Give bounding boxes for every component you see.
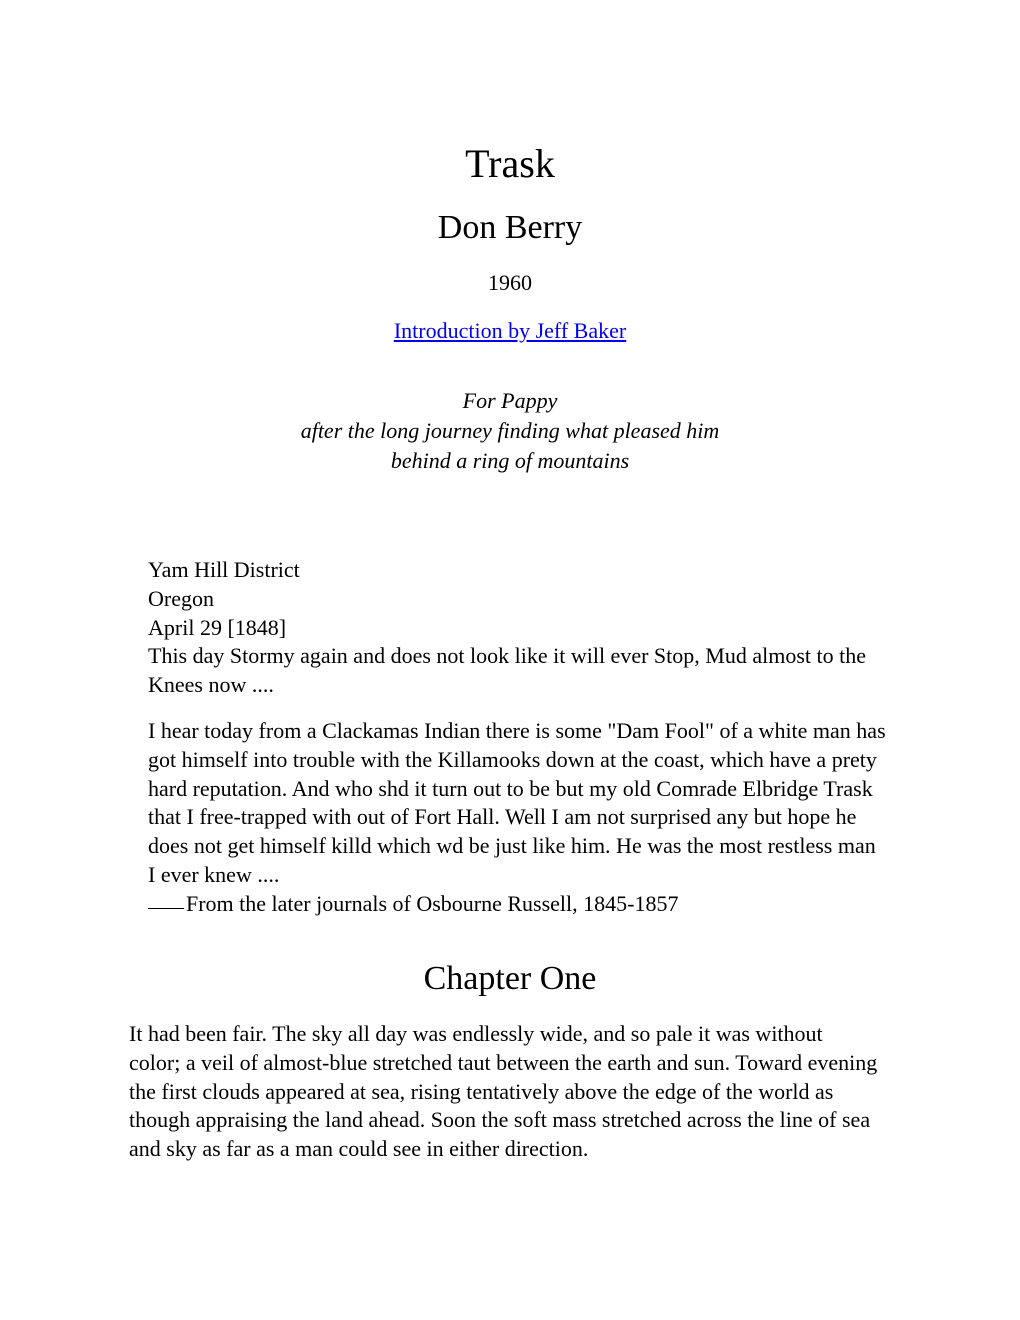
epigraph-attribution: [148, 890, 888, 919]
introduction-link[interactable]: Introduction by Jeff Baker: [393, 318, 627, 343]
epigraph-place: Yam Hill District: [148, 557, 300, 582]
chapter-heading: Chapter One: [423, 960, 597, 997]
epigraph-date: April 29 [1848]: [148, 614, 287, 640]
epigraph-region: Oregon: [148, 585, 214, 611]
dedication-line: behind a ring of mountains: [390, 448, 630, 473]
dedication-line: after the long journey finding what pleased him: [300, 418, 720, 443]
em-dash-rule: [148, 908, 184, 909]
epigraph-paragraph: This day Stormy again and does not look like it will ever Stop, Mud almost to the Knees now ....: [148, 643, 866, 698]
dedication-line: For Pappy: [462, 388, 558, 413]
introduction-link-container: [0, 318, 1020, 344]
chapter-paragraph: It had been fair. The sky all day was endlessly wide, and so pale it was without color; a veil of almost-blue stretched taut between the earth and sun. Toward evening the first clouds appeared at sea, rising tentatively above the edge of the world as though appraising the land ahead. Soon the soft mass stretched across the line of sea and sky as far as a man could see in either direction.: [129, 1021, 878, 1162]
dedication: [0, 386, 1020, 476]
book-author: Don Berry: [437, 209, 583, 246]
epigraph: [148, 556, 888, 919]
book-title: Trask: [465, 141, 555, 186]
epigraph-paragraph: I hear today from a Clackamas Indian there is some "Dam Fool" of a white man has got himself into trouble with the Killamooks down at the coast, which have a prety hard reputation. And who shd it turn out to be but my old Comrade Elbridge Trask that I free-trapped with out of Fort Hall. Well I am not surprised any but hope he does not get himself killd which wd be just like him. He was the most restless man I ever knew ....: [148, 717, 886, 887]
attribution-text: From the later journals of Osbourne Russell, 1845-1857: [186, 890, 679, 916]
publication-year: 1960: [488, 270, 532, 295]
